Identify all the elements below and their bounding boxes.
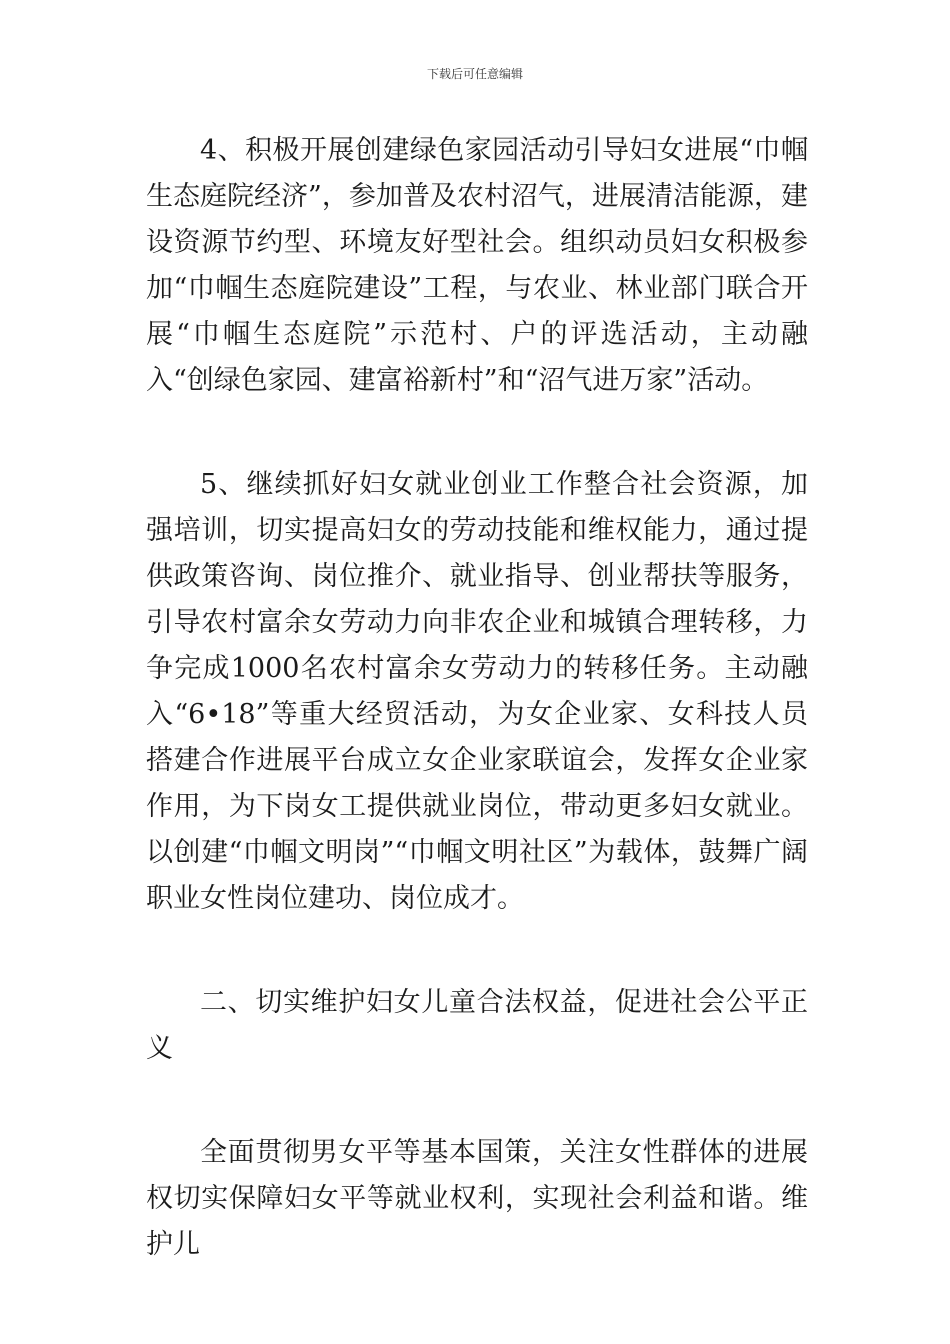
paragraph-green-home: 4、积极开展创建绿色家园活动引导妇女进展“巾帼生态庭院经济”，参加普及农村沼气，进展清洁能源，建设资源节约型、环境友好型社会。组织动员妇女积极参加“巾帼生态庭院建设”工程，与农业、林业部门联合开展“巾帼生态庭院”示范村、户的评选活动，主动融入“创绿色家园、建富裕新村”和“沼气进万家”活动。 — [146, 135, 808, 396]
section-heading-rights: 二、切实维护妇女儿童合法权益，促进社会公平正义 — [146, 987, 808, 1064]
page-header: 下载后可任意编辑 — [426, 67, 523, 81]
paragraph-employment: 5、继续抓好妇女就业创业工作整合社会资源，加强培训，切实提高妇女的劳动技能和维权能力，通过提供政策咨询、岗位推介、就业指导、创业帮扶等服务，引导农村富余女劳动力向非农企业和城镇合理转移，力争完成1000名农村富余女劳动力的转移任务。主动融入“6•18”等重大经贸活动，为女企业家、女科技人员搭建合作进展平台成立女企业家联谊会，发挥女企业家作用，为下岗女工提供就业岗位，带动更多妇女就业。以创建“巾帼文明岗”“巾帼文明社区”为载体，鼓舞广阔职业女性岗位建功、岗位成才。 — [146, 469, 808, 914]
paragraph-equality: 全面贯彻男女平等基本国策，关注女性群体的进展权切实保障妇女平等就业权利，实现社会利益和谐。维护儿 — [146, 1137, 808, 1260]
document-body — [146, 128, 808, 1268]
